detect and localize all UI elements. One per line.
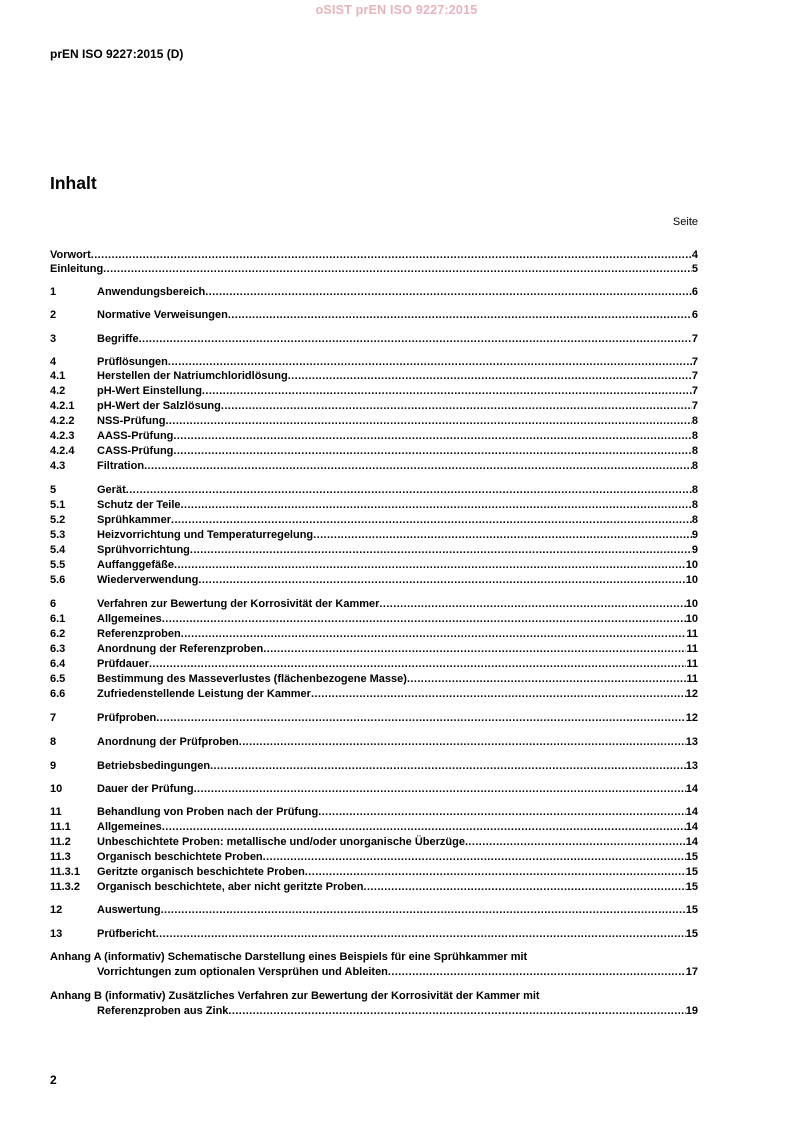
toc-entry[interactable] <box>50 444 698 458</box>
toc-entry-number: 13 <box>50 928 63 940</box>
toc-entry-page: 11 <box>686 643 698 655</box>
toc-entry-number: 5.3 <box>50 529 66 541</box>
toc-entry-page: 14 <box>685 783 698 795</box>
dot-leader <box>288 369 692 383</box>
toc-entry-label: Organisch beschichtete Proben <box>97 851 263 863</box>
toc-entry-page: 14 <box>685 806 698 818</box>
toc-entry-number: 11.3.1 <box>50 866 80 878</box>
toc-entry[interactable] <box>50 820 698 834</box>
dot-leader <box>149 657 686 671</box>
toc-entry-page: 10 <box>685 559 698 571</box>
toc-entry-page: 10 <box>685 574 698 586</box>
toc-entry[interactable] <box>50 687 698 701</box>
toc-entry-page: 8 <box>691 415 698 427</box>
toc-entry-number: 5.6 <box>50 574 66 586</box>
toc-entry[interactable] <box>50 459 698 473</box>
toc-entry-number: 11 <box>50 806 62 818</box>
toc-entry-page: 9 <box>691 529 698 541</box>
page-column-label: Seite <box>672 216 698 228</box>
toc-entry-page: 7 <box>691 356 698 368</box>
dot-leader <box>228 1004 685 1018</box>
dot-leader <box>228 308 692 322</box>
toc-entry[interactable] <box>50 332 698 346</box>
toc-entry-label: Allgemeines <box>97 821 162 833</box>
toc-entry[interactable] <box>50 865 698 879</box>
toc-entry[interactable] <box>50 483 698 497</box>
toc-entry-page: 8 <box>691 514 698 526</box>
toc-entry-page: 8 <box>691 430 698 442</box>
toc-entry-number: 5.2 <box>50 514 66 526</box>
annex-a-entry[interactable] <box>50 965 698 979</box>
dot-leader <box>190 543 692 557</box>
dot-leader <box>144 459 692 473</box>
toc-entry-number: 6 <box>50 598 57 610</box>
dot-leader <box>168 355 692 369</box>
dot-leader <box>194 782 686 796</box>
dot-leader <box>198 573 685 587</box>
toc-entry-page: 8 <box>691 445 698 457</box>
toc-entry[interactable] <box>50 627 698 641</box>
toc-entry-number: 12 <box>50 904 63 916</box>
toc-entry[interactable] <box>50 597 698 611</box>
toc-entry-page: 15 <box>685 851 698 863</box>
toc-entry[interactable] <box>50 927 698 941</box>
toc-entry-label: Sprühkammer <box>97 514 171 526</box>
toc-entry-page: 11 <box>686 673 698 685</box>
toc-entry-label: Behandlung von Proben nach der Prüfung <box>97 806 319 818</box>
toc-entry-label: Betriebsbedingungen <box>97 760 211 772</box>
toc-entry[interactable] <box>50 657 698 671</box>
dot-leader <box>91 248 692 262</box>
toc-entry-number: 8 <box>50 736 57 748</box>
toc-entry-label: Bestimmung des Masseverlustes (flächenbezogene Masse) <box>97 673 407 685</box>
toc-entry-number: 4.2.2 <box>50 415 75 427</box>
toc-entry-label: Anordnung der Referenzproben <box>97 643 264 655</box>
dot-leader <box>210 759 686 773</box>
toc-entry-label: CASS-Prüfung <box>97 445 174 457</box>
toc-entry-page: 12 <box>685 712 698 724</box>
toc-entry-page: 7 <box>691 333 698 345</box>
toc-entry[interactable] <box>50 262 698 276</box>
toc-entry-label: AASS-Prüfung <box>97 430 174 442</box>
dot-leader <box>162 612 686 626</box>
toc-entry[interactable] <box>50 543 698 557</box>
watermark: oSIST prEN ISO 9227:2015 <box>315 3 478 17</box>
toc-entry-number: 5.5 <box>50 559 66 571</box>
toc-entry[interactable] <box>50 399 698 413</box>
toc-entry-label: Begriffe <box>97 333 139 345</box>
toc-entry-label: Wiederverwendung <box>97 574 199 586</box>
dot-leader <box>305 865 686 879</box>
toc-entry-number: 6.3 <box>50 643 66 655</box>
toc-entry-page: 13 <box>685 736 698 748</box>
toc-entry[interactable] <box>50 782 698 796</box>
dot-leader <box>103 262 692 276</box>
toc-entry-number: 4 <box>50 356 57 368</box>
dot-leader <box>388 965 686 979</box>
toc-entry-page: 9 <box>691 544 698 556</box>
dot-leader <box>263 642 686 656</box>
toc-entry[interactable] <box>50 711 698 725</box>
toc-entry-label: Zufriedenstellende Leistung der Kammer <box>97 688 311 700</box>
dot-leader <box>263 850 686 864</box>
toc-entry-page: 10 <box>685 598 698 610</box>
toc-entry-label: Heizvorrichtung und Temperaturregelung <box>97 529 314 541</box>
dot-leader <box>407 672 686 686</box>
dot-leader <box>139 332 692 346</box>
page-number: 2 <box>50 1073 57 1087</box>
dot-leader <box>156 927 686 941</box>
toc-entry-label: Schutz der Teile <box>97 499 181 511</box>
toc-entry-label: Filtration <box>97 460 145 472</box>
toc-entry-label: Prüfbericht <box>97 928 156 940</box>
annex-b-title-line[interactable]: Anhang B (informativ) Zusätzliches Verfahren zur Bewertung der Korrosivität der Kammer mit <box>50 990 540 1002</box>
toc-entry[interactable] <box>50 805 698 819</box>
toc-entry-label: Anordnung der Prüfproben <box>97 736 239 748</box>
toc-entry[interactable] <box>50 903 698 917</box>
toc-entry-label: Prüfproben <box>97 712 157 724</box>
toc-entry-page: 11 <box>686 628 698 640</box>
dot-leader <box>165 414 691 428</box>
toc-entry[interactable] <box>50 429 698 443</box>
toc-entry[interactable] <box>50 414 698 428</box>
toc-entry-label: Geritzte organisch beschichtete Proben <box>97 866 305 878</box>
toc-entry-page: 15 <box>685 881 698 893</box>
toc-entry-number: 4.2.4 <box>50 445 75 457</box>
toc-entry-label: pH-Wert Einstellung <box>97 385 202 397</box>
dot-leader <box>162 820 686 834</box>
toc-entry-number: 6.4 <box>50 658 66 670</box>
dot-leader <box>205 285 692 299</box>
toc-entry-page: 15 <box>685 928 698 940</box>
annex-a-page: 17 <box>685 966 698 978</box>
dot-leader <box>173 429 691 443</box>
toc-entry-number: 6.2 <box>50 628 66 640</box>
toc-entry-page: 12 <box>685 688 698 700</box>
toc-entry-number: 10 <box>50 783 63 795</box>
annex-a-title-line[interactable]: Anhang A (informativ) Schematische Darstellung eines Beispiels für eine Sprühkammer mit <box>50 951 528 963</box>
dot-leader <box>239 735 686 749</box>
toc-entry-page: 6 <box>691 286 698 298</box>
toc-entry-number: 4.3 <box>50 460 66 472</box>
toc-entry-page: 10 <box>685 613 698 625</box>
toc-entry-page: 8 <box>691 484 698 496</box>
toc-entry-label: NSS-Prüfung <box>97 415 166 427</box>
toc-entry-label: Herstellen der Natriumchloridlösung <box>97 370 288 382</box>
toc-entry-number: 1 <box>50 286 57 298</box>
toc-entry[interactable] <box>50 735 698 749</box>
toc-entry-label: Vorwort <box>50 249 91 261</box>
toc-entry[interactable] <box>50 498 698 512</box>
toc-entry[interactable] <box>50 384 698 398</box>
dot-leader <box>313 528 692 542</box>
toc-entry-number: 2 <box>50 309 57 321</box>
dot-leader <box>171 513 692 527</box>
toc-entry-label: Normative Verweisungen <box>97 309 228 321</box>
toc-entry[interactable] <box>50 248 698 262</box>
toc-entry-label: Referenzproben <box>97 628 181 640</box>
toc-entry[interactable] <box>50 612 698 626</box>
dot-leader <box>156 711 685 725</box>
toc-entry-label: Sprühvorrichtung <box>97 544 190 556</box>
dot-leader <box>318 805 686 819</box>
toc-entry-number: 9 <box>50 760 57 772</box>
toc-entry[interactable] <box>50 850 698 864</box>
toc-entry-label: Gerät <box>97 484 126 496</box>
dot-leader <box>173 444 691 458</box>
toc-entry-label: Allgemeines <box>97 613 162 625</box>
toc-entry-label: Dauer der Prüfung <box>97 783 194 795</box>
toc-entry[interactable] <box>50 528 698 542</box>
toc-entry-page: 8 <box>691 499 698 511</box>
toc-entry-number: 5 <box>50 484 57 496</box>
annex-b-page: 19 <box>685 1005 698 1017</box>
toc-entry[interactable] <box>50 573 698 587</box>
annex-b-label: Referenzproben aus Zink <box>97 1005 229 1017</box>
toc-entry-label: Prüfdauer <box>97 658 149 670</box>
toc-entry-number: 4.1 <box>50 370 66 382</box>
toc-entry[interactable] <box>50 880 698 894</box>
dot-leader <box>181 498 692 512</box>
toc-entry[interactable] <box>50 558 698 572</box>
toc-entry-number: 11.1 <box>50 821 71 833</box>
toc-entry-number: 7 <box>50 712 57 724</box>
toc-entry-number: 11.3 <box>50 851 71 863</box>
annex-a-label: Vorrichtungen zum optionalen Versprühen und Ableiten <box>97 966 388 978</box>
dot-leader <box>364 880 686 894</box>
toc-entry-page: 11 <box>686 658 698 670</box>
toc-entry[interactable] <box>50 308 698 322</box>
toc-entry-page: 8 <box>691 460 698 472</box>
toc-entry-number: 3 <box>50 333 57 345</box>
document-id: prEN ISO 9227:2015 (D) <box>50 47 184 61</box>
dot-leader <box>161 903 686 917</box>
toc-entry-label: Organisch beschichtete, aber nicht geritzte Proben <box>97 881 364 893</box>
toc-entry[interactable] <box>50 672 698 686</box>
toc-entry[interactable] <box>50 355 698 369</box>
toc-entry-page: 14 <box>685 836 698 848</box>
toc-entry[interactable] <box>50 513 698 527</box>
dot-leader <box>465 835 686 849</box>
dot-leader <box>181 627 687 641</box>
toc-entry-label: Unbeschichtete Proben: metallische und/oder unorganische Überzüge <box>97 836 465 848</box>
dot-leader <box>202 384 692 398</box>
toc-entry-number: 5.1 <box>50 499 66 511</box>
toc-entry-page: 7 <box>691 400 698 412</box>
toc-entry-page: 14 <box>685 821 698 833</box>
toc-entry-page: 5 <box>691 263 698 275</box>
toc-entry-number: 4.2.3 <box>50 430 75 442</box>
toc-entry-number: 11.2 <box>50 836 71 848</box>
toc-entry-label: Verfahren zur Bewertung der Korrosivität der Kammer <box>97 598 380 610</box>
annex-b-entry[interactable] <box>50 1004 698 1018</box>
toc-entry-number: 6.1 <box>50 613 66 625</box>
toc-entry-label: Auswertung <box>97 904 161 916</box>
dot-leader <box>379 597 685 611</box>
toc-entry[interactable] <box>50 285 698 299</box>
toc-entry-page: 15 <box>685 904 698 916</box>
toc-entry[interactable] <box>50 835 698 849</box>
toc-entry-label: Einleitung <box>50 263 104 275</box>
toc-entry-page: 6 <box>691 309 698 321</box>
toc-entry-number: 5.4 <box>50 544 66 556</box>
toc-entry-page: 4 <box>691 249 698 261</box>
dot-leader <box>126 483 692 497</box>
toc-entry-label: Anwendungsbereich <box>97 286 206 298</box>
toc-entry-number: 4.2.1 <box>50 400 75 412</box>
dot-leader <box>174 558 686 572</box>
toc-entry-page: 15 <box>685 866 698 878</box>
toc-entry-number: 11.3.2 <box>50 881 80 893</box>
toc-entry[interactable] <box>50 759 698 773</box>
toc-entry-number: 6.5 <box>50 673 66 685</box>
toc-entry-page: 7 <box>691 370 698 382</box>
toc-entry-label: Prüflösungen <box>97 356 168 368</box>
toc-entry[interactable] <box>50 369 698 383</box>
toc-entry-number: 4.2 <box>50 385 66 397</box>
toc-entry-page: 7 <box>691 385 698 397</box>
dot-leader <box>311 687 686 701</box>
toc-entry-label: pH-Wert der Salzlösung <box>97 400 221 412</box>
toc-entry-page: 13 <box>685 760 698 772</box>
dot-leader <box>221 399 692 413</box>
toc-entry-number: 6.6 <box>50 688 66 700</box>
toc-entry[interactable] <box>50 642 698 656</box>
toc-title: Inhalt <box>50 173 97 193</box>
toc-entry-label: Auffanggefäße <box>97 559 174 571</box>
